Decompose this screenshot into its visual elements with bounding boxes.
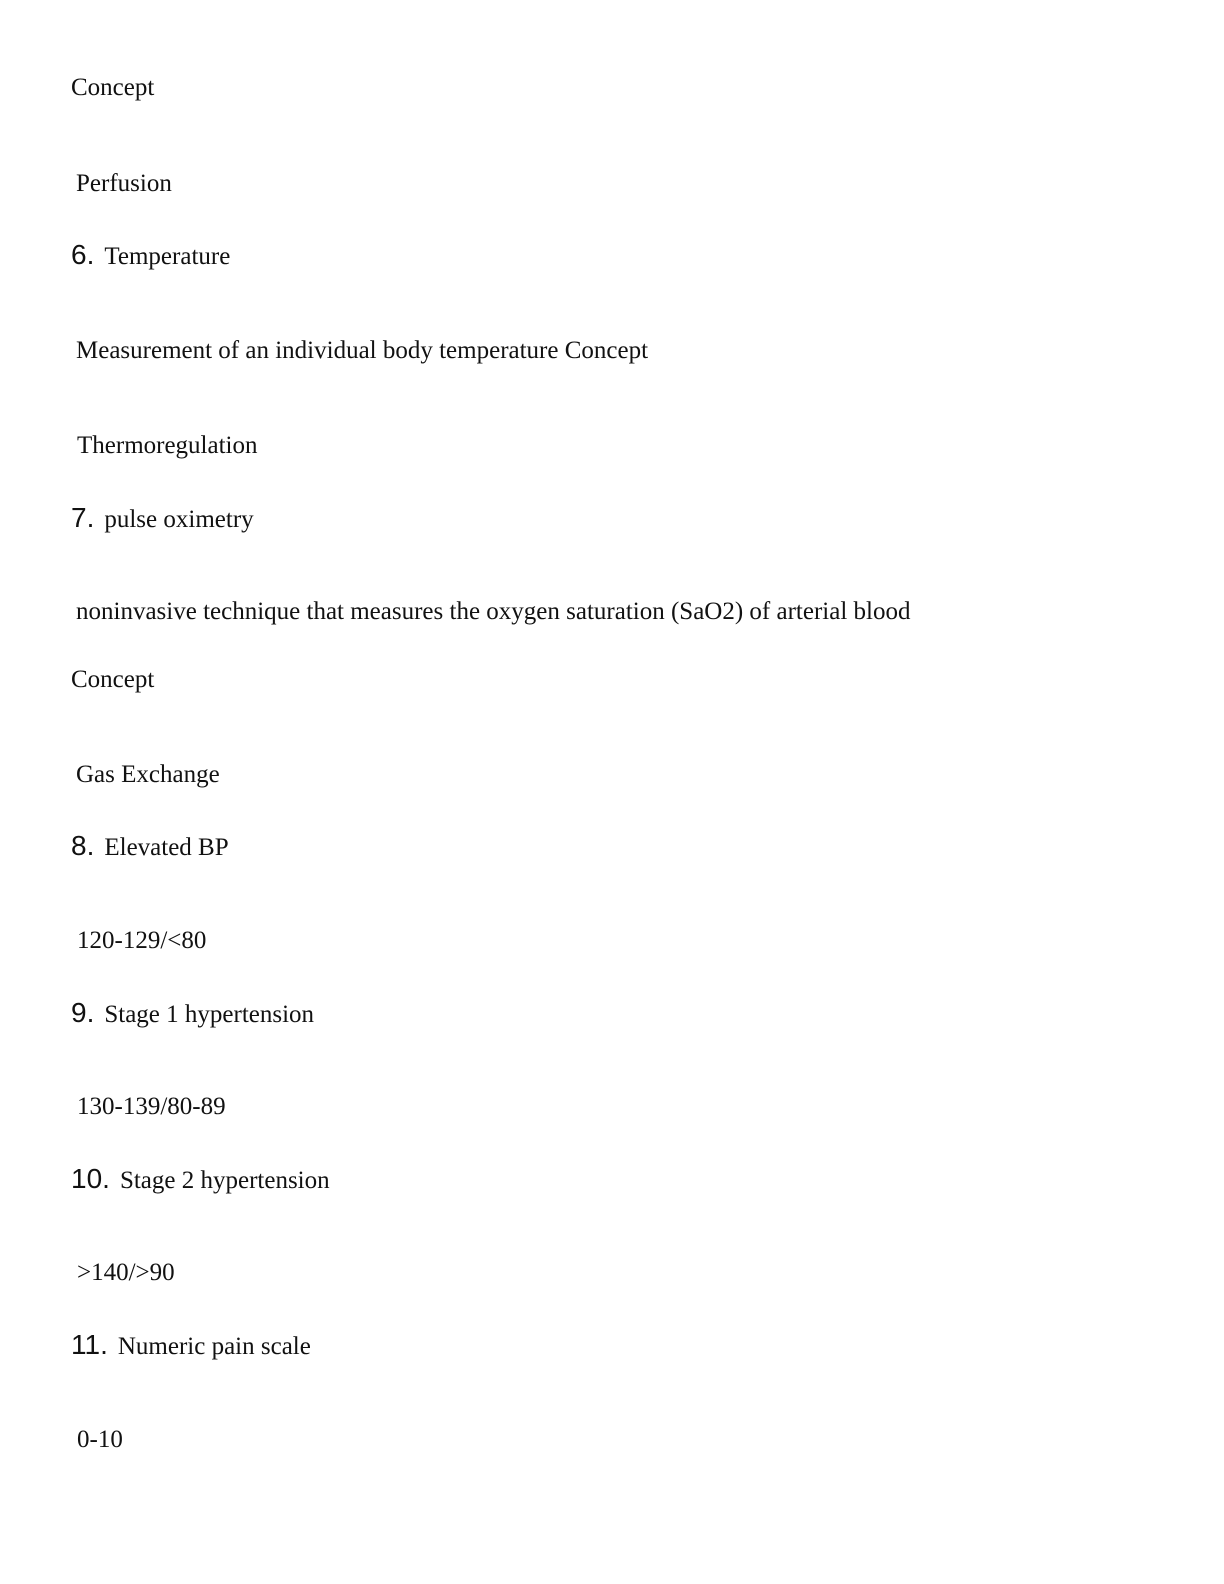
term-title: Temperature (104, 243, 231, 270)
concept-label (71, 665, 154, 695)
text-line: Perfusion (76, 170, 172, 197)
term-number: 11 . (71, 1329, 108, 1360)
text-line: Concept (71, 74, 155, 101)
text-line: 130-139/80-89 (77, 1093, 226, 1120)
text-line: Measurement of an individual body temperature Concept (76, 337, 649, 364)
text-line: noninvasive technique that measures the oxygen saturation (SaO2) of arterial blood (76, 598, 911, 625)
text-line: >140/>90 (77, 1259, 175, 1286)
term-title: Stage 1 hypertension (104, 1001, 315, 1028)
concept-value (77, 431, 258, 461)
definition-text (77, 1092, 226, 1122)
text-line: 0-10 (77, 1426, 123, 1453)
term-title: pulse oximetry (104, 506, 254, 533)
definition-text (76, 336, 648, 366)
definition-text (76, 597, 910, 627)
term-number: 6 . (71, 239, 94, 270)
text-line: Thermoregulation (77, 432, 258, 459)
term-heading (71, 503, 254, 535)
definition-text (77, 1425, 123, 1455)
term-number: 7 . (71, 502, 94, 533)
concept-value (76, 760, 220, 790)
concept-value (76, 169, 172, 199)
term-number: 10 . (71, 1163, 110, 1194)
term-heading (71, 1164, 330, 1196)
text-line: 120-129/<80 (77, 927, 207, 954)
term-number: 8 . (71, 830, 94, 861)
term-number: 9 . (71, 997, 94, 1028)
concept-label (71, 73, 154, 103)
term-title: Elevated BP (104, 834, 229, 861)
term-title: Numeric pain scale (117, 1333, 311, 1360)
term-heading (71, 1330, 311, 1362)
definition-text (77, 926, 206, 956)
term-heading (71, 998, 314, 1030)
text-line: Concept (71, 666, 155, 693)
term-title: Stage 2 hypertension (119, 1167, 330, 1194)
term-heading (71, 240, 230, 272)
term-heading (71, 831, 229, 863)
text-line: Gas Exchange (76, 761, 220, 788)
definition-text (77, 1258, 175, 1288)
